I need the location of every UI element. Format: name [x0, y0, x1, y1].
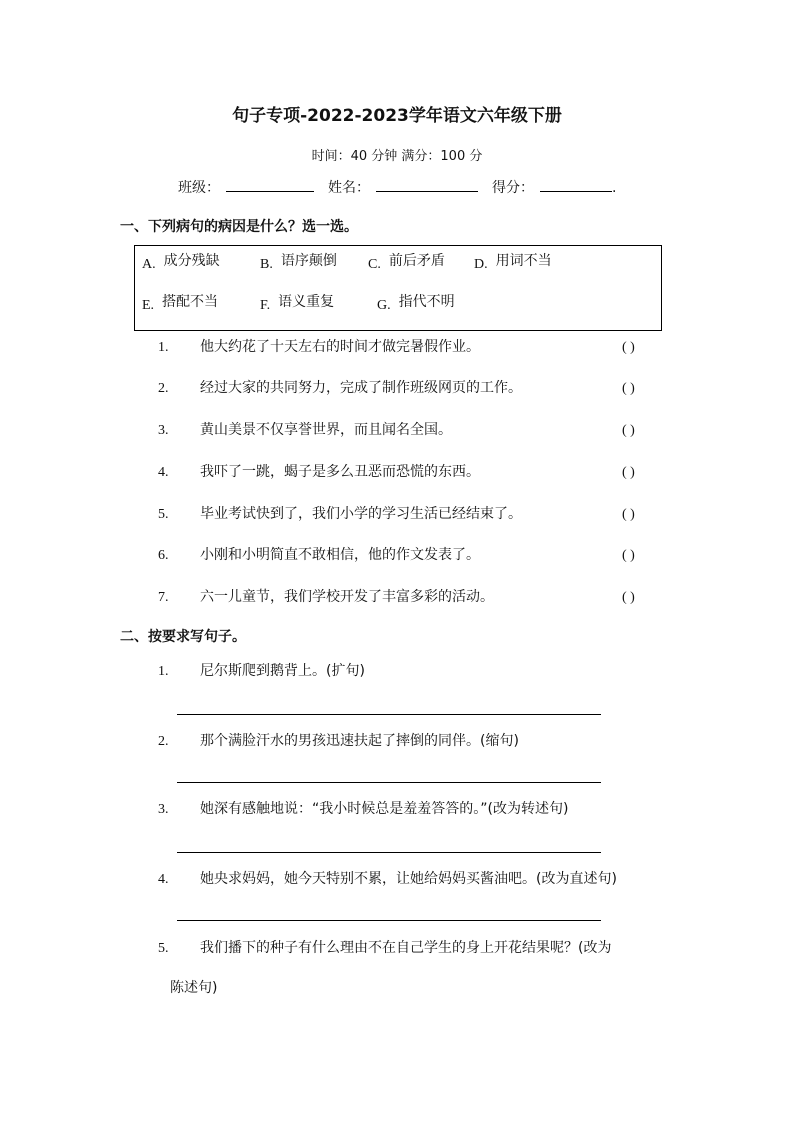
option-b [260, 250, 337, 270]
option-text: 指代不明 [398, 294, 455, 310]
option-text: 语序颠倒 [280, 253, 337, 269]
question-text: 我吓了一跳，蝎子是多么丑恶而恐慌的东西。 [200, 464, 480, 480]
answer-paren[interactable]: ( ) [622, 381, 635, 396]
option-letter: E. [142, 298, 155, 313]
name-label: 姓名： [328, 180, 370, 196]
option-letter: F. [260, 298, 271, 313]
question-text: 她央求妈妈，她今天特别不累，让她给妈妈买酱油吧。(改为直述句) [200, 871, 617, 887]
question-number: 4. [158, 872, 169, 887]
question-text: 他大约花了十天左右的时间才做完暑假作业。 [200, 339, 480, 355]
option-f [260, 291, 334, 311]
question-text: 黄山美景不仅享誉世界，而且闻名全国。 [200, 422, 452, 438]
page-title: 句子专项-2022-2023学年语文六年级下册 [232, 106, 562, 126]
answer-paren[interactable]: ( ) [622, 548, 635, 563]
section-1-heading: 一、下列病句的病因是什么？选一选。 [120, 219, 358, 235]
answer-line[interactable] [177, 852, 601, 853]
option-text: 用词不当 [495, 253, 552, 269]
question-text-continued: 陈述句) [170, 980, 218, 996]
option-text: 前后矛盾 [388, 253, 445, 269]
option-text: 搭配不当 [162, 294, 219, 310]
question-text: 六一儿童节，我们学校开发了丰富多彩的活动。 [200, 589, 494, 605]
name-blank [376, 177, 478, 192]
question-number: 2. [158, 381, 169, 396]
question-text: 小刚和小明简直不敢相信，他的作文发表了。 [200, 547, 480, 563]
option-letter: B. [260, 257, 273, 272]
question-number: 5. [158, 507, 169, 522]
section-2-heading: 二、按要求写句子。 [120, 629, 246, 645]
question-number: 7. [158, 590, 169, 605]
answer-line[interactable] [177, 920, 601, 921]
option-text: 成分残缺 [163, 253, 220, 269]
option-d [474, 250, 552, 270]
question-number: 2. [158, 734, 169, 749]
end-mark: . [612, 180, 617, 196]
answer-paren[interactable]: ( ) [622, 340, 635, 355]
question-number: 3. [158, 423, 169, 438]
question-number: 6. [158, 548, 169, 563]
question-text: 经过大家的共同努力，完成了制作班级网页的工作。 [200, 380, 522, 396]
answer-paren[interactable]: ( ) [622, 423, 635, 438]
class-blank [226, 177, 314, 192]
answer-paren[interactable]: ( ) [622, 507, 635, 522]
question-text: 那个满脸汗水的男孩迅速扶起了摔倒的同伴。(缩句) [200, 733, 519, 749]
score-blank [540, 177, 612, 192]
question-number: 1. [158, 664, 169, 679]
question-number: 3. [158, 802, 169, 817]
class-label: 班级： [178, 180, 220, 196]
option-letter: C. [368, 257, 381, 272]
option-e [142, 291, 218, 311]
option-text: 语义重复 [278, 294, 335, 310]
option-c [368, 250, 445, 270]
option-g [377, 291, 455, 311]
question-text: 毕业考试快到了，我们小学的学习生活已经结束了。 [200, 506, 522, 522]
answer-paren[interactable]: ( ) [622, 465, 635, 480]
option-letter: D. [474, 257, 488, 272]
student-info-row [178, 177, 616, 197]
answer-line[interactable] [177, 714, 601, 715]
score-label: 得分： [492, 180, 534, 196]
question-number: 4. [158, 465, 169, 480]
question-number: 1. [158, 340, 169, 355]
answer-paren[interactable]: ( ) [622, 590, 635, 605]
option-a [142, 250, 220, 270]
question-text: 她深有感触地说：“我小时候总是羞羞答答的。”(改为转述句) [200, 801, 569, 817]
time-score-info: 时间：40 分钟 满分：100 分 [311, 149, 483, 164]
question-number: 5. [158, 941, 169, 956]
answer-line[interactable] [177, 782, 601, 783]
question-text: 尼尔斯爬到鹅背上。(扩句) [200, 663, 365, 679]
question-text: 我们播下的种子有什么理由不在自己学生的身上开花结果呢？(改为 [200, 940, 612, 956]
option-letter: G. [377, 298, 391, 313]
option-letter: A. [142, 257, 156, 272]
